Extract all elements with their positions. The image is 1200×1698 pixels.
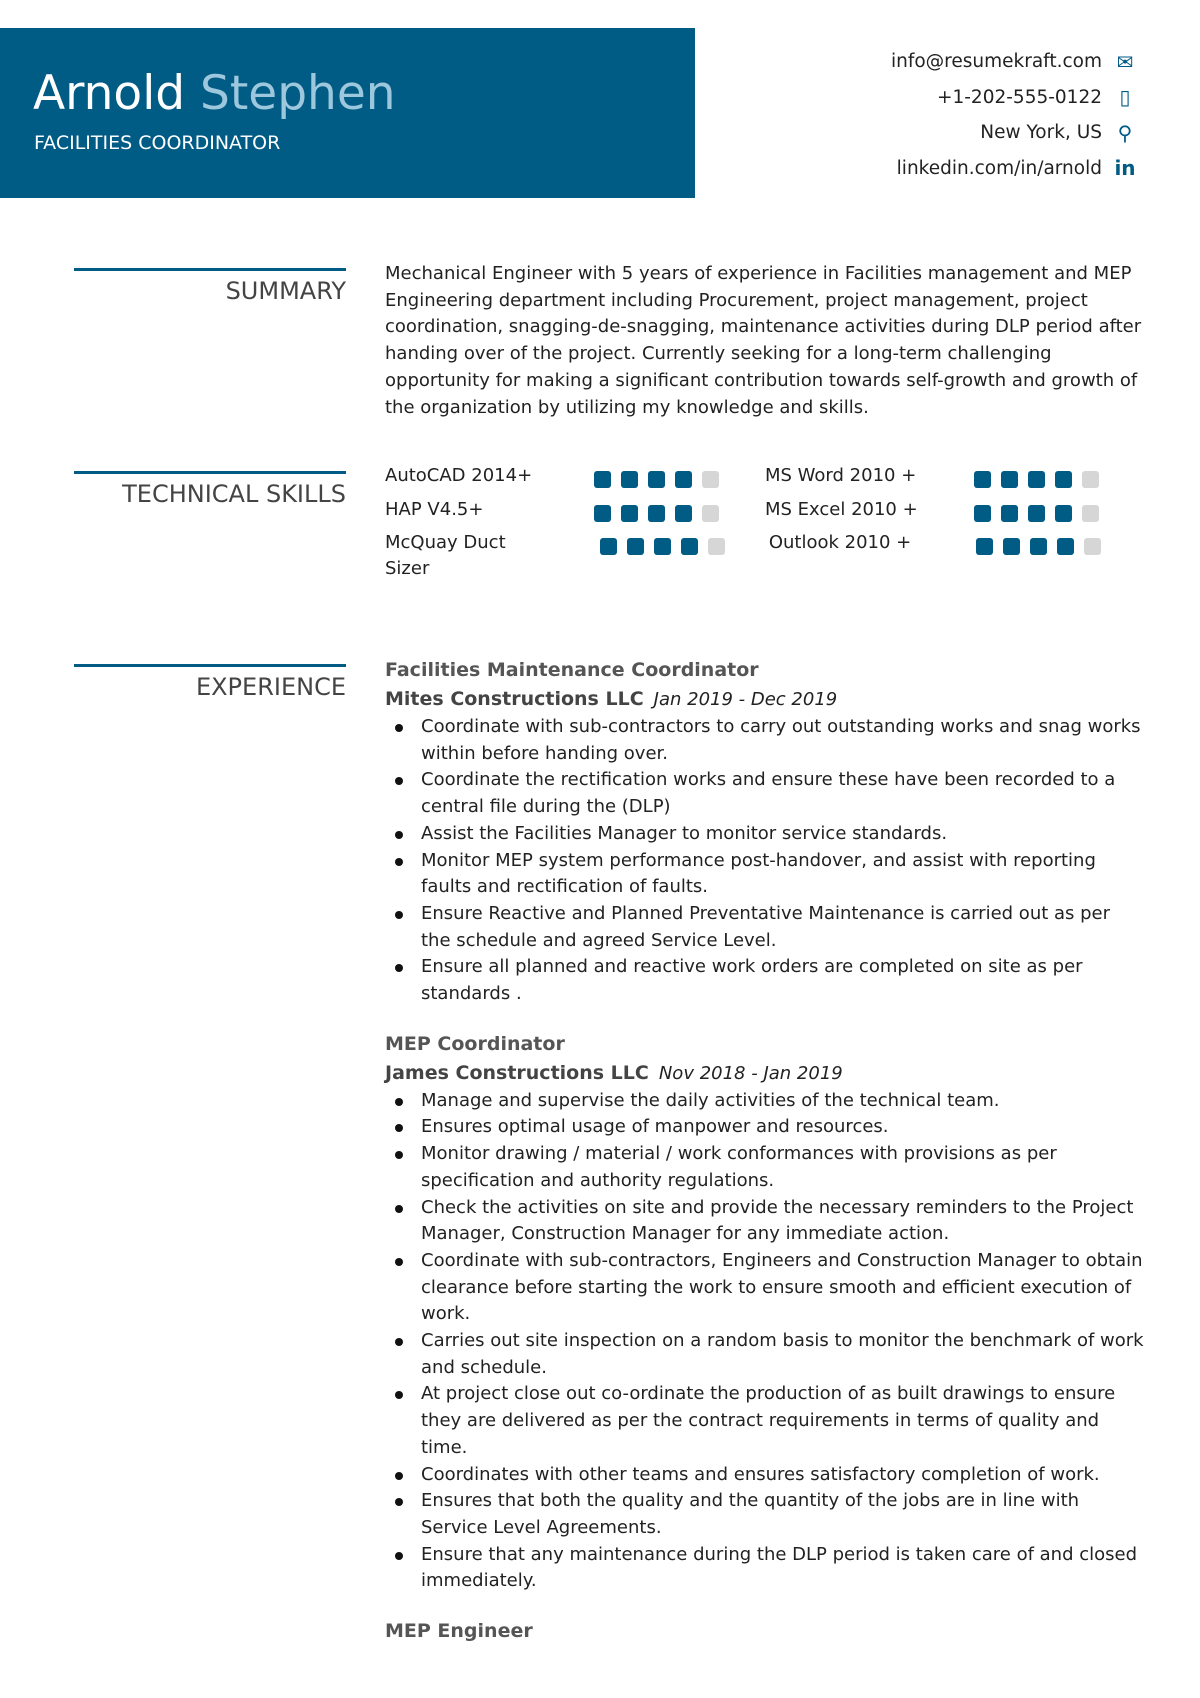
rating-dot	[1030, 538, 1047, 555]
contact-row	[891, 44, 1138, 80]
bullet-item: Ensure that any maintenance during the DLP period is taken care of and closed immediately.	[385, 1542, 1145, 1595]
bullet-item: Ensure Reactive and Planned Preventative Maintenance is carried out as per the schedule and agreed Service Level.	[385, 901, 1145, 954]
rating-dot	[1001, 471, 1018, 488]
bullet-item: Coordinate with sub-contractors, Engineers and Construction Manager to obtain clearance before starting the work to ensure smooth and efficient execution of work.	[385, 1248, 1145, 1328]
rating-dot	[1082, 505, 1099, 522]
skill-rating	[974, 463, 1145, 497]
location-pin-icon: ⚲	[1117, 120, 1133, 145]
linkedin-icon: in	[1114, 156, 1136, 181]
first-name: Arnold	[33, 66, 186, 121]
phone-icon: ▯	[1119, 85, 1131, 110]
rating-dot	[976, 538, 993, 555]
job-title: MEP Engineer	[385, 1620, 533, 1643]
contact-row	[891, 80, 1138, 116]
contact-row	[891, 151, 1138, 187]
company-name: Mites Constructions LLC	[385, 688, 644, 710]
job-company	[385, 685, 1145, 714]
bullet-item: Check the activities on site and provide the necessary reminders to the Project Manager, Construction Manager for any immediate action.	[385, 1195, 1145, 1248]
envelope-icon: ✉	[1116, 49, 1134, 74]
rating-dot	[594, 471, 611, 488]
skill-name: HAP V4.5+	[385, 498, 484, 520]
bullet-item: Ensures optimal usage of manpower and resources.	[385, 1114, 1145, 1141]
skills-grid	[385, 463, 1145, 590]
bullet-list	[385, 1088, 1145, 1595]
rating-dot	[1082, 471, 1099, 488]
rating-dot	[974, 505, 991, 522]
bullet-item: Monitor MEP system performance post-handover, and assist with reporting faults and rectification of faults.	[385, 848, 1145, 901]
contact-text: info@resumekraft.com	[890, 51, 1102, 73]
bullet-item: Ensures that both the quality and the quantity of the jobs are in line with Service Level Agreements.	[385, 1488, 1145, 1541]
rating-dot	[1055, 471, 1072, 488]
skill-rating	[594, 463, 765, 497]
rating-dot	[1001, 505, 1018, 522]
skill-name: MS Word 2010 +	[765, 465, 917, 486]
rating-dot	[621, 471, 638, 488]
skill-rating	[974, 497, 1145, 531]
company-name: James Constructions LLC	[385, 1061, 649, 1084]
header-banner	[0, 28, 695, 198]
bullet-item: Assist the Facilities Manager to monitor service standards.	[385, 821, 1145, 848]
bullet-item: Manage and supervise the daily activities of the technical team.	[385, 1088, 1145, 1115]
bullet-item: Carries out site inspection on a random basis to monitor the benchmark of work and schedule.	[385, 1328, 1145, 1381]
rating-dot	[708, 538, 725, 555]
section-title-skills: TECHNICAL SKILLS	[74, 471, 346, 508]
bullet-item: Coordinates with other teams and ensures satisfactory completion of work.	[385, 1462, 1145, 1489]
job-title: MEP Coordinator	[385, 1032, 565, 1055]
job-dates: Jan 2019 - Dec 2019	[653, 689, 838, 710]
bullet-item: Ensure all planned and reactive work orders are completed on site as per standards .	[385, 954, 1145, 1007]
rating-dot	[702, 471, 719, 488]
rating-dot	[621, 505, 638, 522]
skill-row	[385, 463, 1145, 497]
job-dates: Nov 2018 - Jan 2019	[658, 1062, 843, 1084]
contact-row	[891, 115, 1138, 151]
rating-dot	[1055, 505, 1072, 522]
skill-row	[385, 497, 1145, 531]
summary-text: Mechanical Engineer with 5 years of experience in Facilities management and MEP Engineering department including Procurement, project management, project coordination, snagging-de-snagging, maintenance activities during DLP period after handing over of the project. Currently seeking for a long-term challenging opportunity for making a significant contribution towards self-growth and growth of the organization by utilizing my knowledge and skills.	[385, 263, 1142, 418]
rating-dot	[1003, 538, 1020, 555]
rating-dot	[1057, 538, 1074, 555]
skill-name: MS Excel 2010 +	[765, 498, 918, 520]
job-title: Facilities Maintenance Coordinator	[385, 659, 759, 681]
rating-dot	[600, 538, 617, 555]
rating-dot	[594, 505, 611, 522]
bullet-list	[385, 714, 1145, 1008]
job-title: FACILITIES COORDINATOR	[34, 132, 281, 154]
section-title-summary: SUMMARY	[74, 268, 346, 305]
rating-dot	[675, 471, 692, 488]
rating-dot	[1028, 471, 1045, 488]
contact-text: +1-202-555-0122	[936, 86, 1102, 108]
bullet-item: Coordinate with sub-contractors to carry out outstanding works and snag works within before handing over.	[385, 714, 1145, 767]
skill-rating	[976, 530, 1145, 590]
skill-name: Outlook 2010 +	[768, 532, 912, 553]
rating-dot	[702, 505, 719, 522]
bullet-item: Coordinate the rectification works and ensure these have been recorded to a central file during the (DLP)	[385, 767, 1145, 820]
rating-dot	[681, 538, 698, 555]
skill-name: McQuay Duct Sizer	[385, 532, 506, 579]
rating-dot	[1028, 505, 1045, 522]
candidate-name	[33, 66, 396, 121]
rating-dot	[648, 505, 665, 522]
skill-row	[385, 530, 1145, 590]
skill-name: AutoCAD 2014+	[385, 465, 533, 486]
rating-dot	[974, 471, 991, 488]
rating-dot	[675, 505, 692, 522]
rating-dot	[654, 538, 671, 555]
rating-dot	[1084, 538, 1101, 555]
experience-list	[385, 656, 1145, 1646]
skill-rating	[594, 497, 765, 531]
contact-info	[891, 44, 1138, 186]
bullet-item: Monitor drawing / material / work conformances with provisions as per specification and authority regulations.	[385, 1141, 1145, 1194]
contact-text: New York, US	[980, 122, 1102, 144]
job-company	[385, 1059, 1145, 1088]
contact-text: linkedin.com/in/arnold	[896, 157, 1102, 179]
last-name: Stephen	[200, 66, 396, 121]
bullet-item: At project close out co-ordinate the production of as built drawings to ensure they are delivered as per the contract requirements in terms of quality and time.	[385, 1381, 1145, 1461]
rating-dot	[627, 538, 644, 555]
section-title-experience: EXPERIENCE	[74, 664, 346, 701]
skill-rating	[600, 530, 769, 590]
rating-dot	[648, 471, 665, 488]
